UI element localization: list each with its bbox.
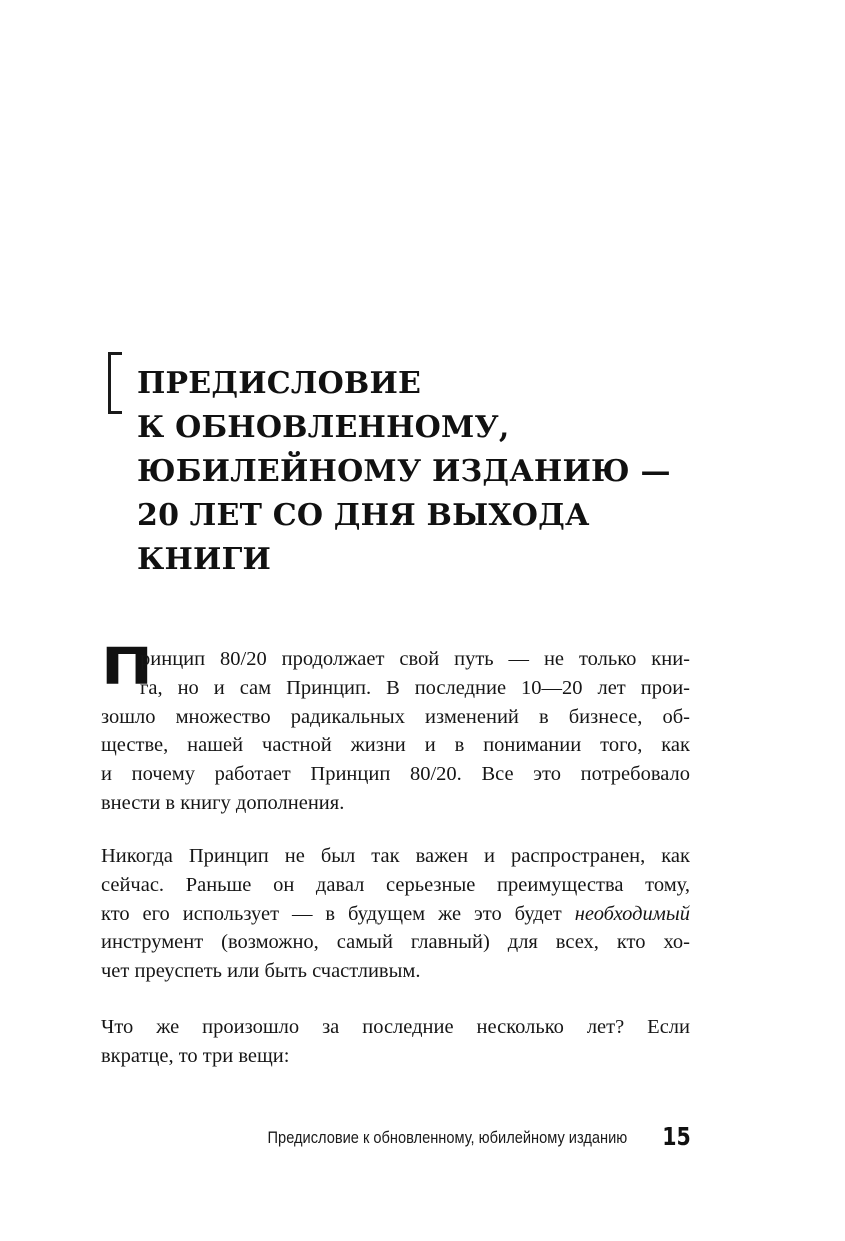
chapter-title-line: КНИГИ xyxy=(137,542,272,577)
chapter-title xyxy=(137,362,717,582)
running-footer-title: Предисловие к обновленному, юбилейному изданию xyxy=(267,1128,627,1147)
chapter-title-line: 20 ЛЕТ СО ДНЯ ВЫХОДА xyxy=(137,498,590,533)
drop-cap-letter: П xyxy=(101,636,153,697)
paragraph-line: ринцип 80/20 продолжает свой путь — не только кни- xyxy=(140,648,690,670)
paragraph-line: и почему работает Принцип 80/20. Все это потребовало xyxy=(101,763,690,786)
paragraph-line: га, но и сам Принцип. В последние 10—20 лет прои- xyxy=(140,676,690,699)
paragraph-3 xyxy=(101,1013,690,1071)
paragraph-line: ществе, нашей частной жизни и в понимании того, как xyxy=(101,734,690,757)
paragraph-line: вкратце, то три вещи: xyxy=(101,1044,290,1067)
paragraph-line: сейчас. Раньше он давал серьезные преимущества тому, xyxy=(101,873,690,896)
paragraph-2 xyxy=(101,842,690,986)
paragraph-line: инструмент (возможно, самый главный) для всех, кто хо- xyxy=(101,931,690,954)
heading-bracket xyxy=(108,352,122,414)
paragraph-line: Никогда Принцип не был так важен и распространен, как xyxy=(101,845,690,867)
page-number: 15 xyxy=(662,1122,691,1151)
paragraph-line: Что же произошло за последние несколько лет? Если xyxy=(101,1016,690,1038)
paragraph-line: зошло множество радикальных изменений в бизнесе, об- xyxy=(101,705,690,728)
paragraph-line: чет преуспеть или быть счастливым. xyxy=(101,960,421,983)
paragraph-line: внести в книгу дополнения. xyxy=(101,791,345,814)
paragraph-1 xyxy=(101,636,690,818)
chapter-title-line: ПРЕДИСЛОВИЕ xyxy=(137,366,422,401)
paragraph-text: кто его использует — в будущем же это будет xyxy=(101,902,575,925)
paragraph-line xyxy=(101,900,690,929)
chapter-title-line: К ОБНОВЛЕННОМУ, xyxy=(137,410,510,445)
chapter-title-line: ЮБИЛЕЙНОМУ ИЗДАНИЮ — xyxy=(137,454,671,489)
emphasis-text: необходимый xyxy=(574,902,690,925)
